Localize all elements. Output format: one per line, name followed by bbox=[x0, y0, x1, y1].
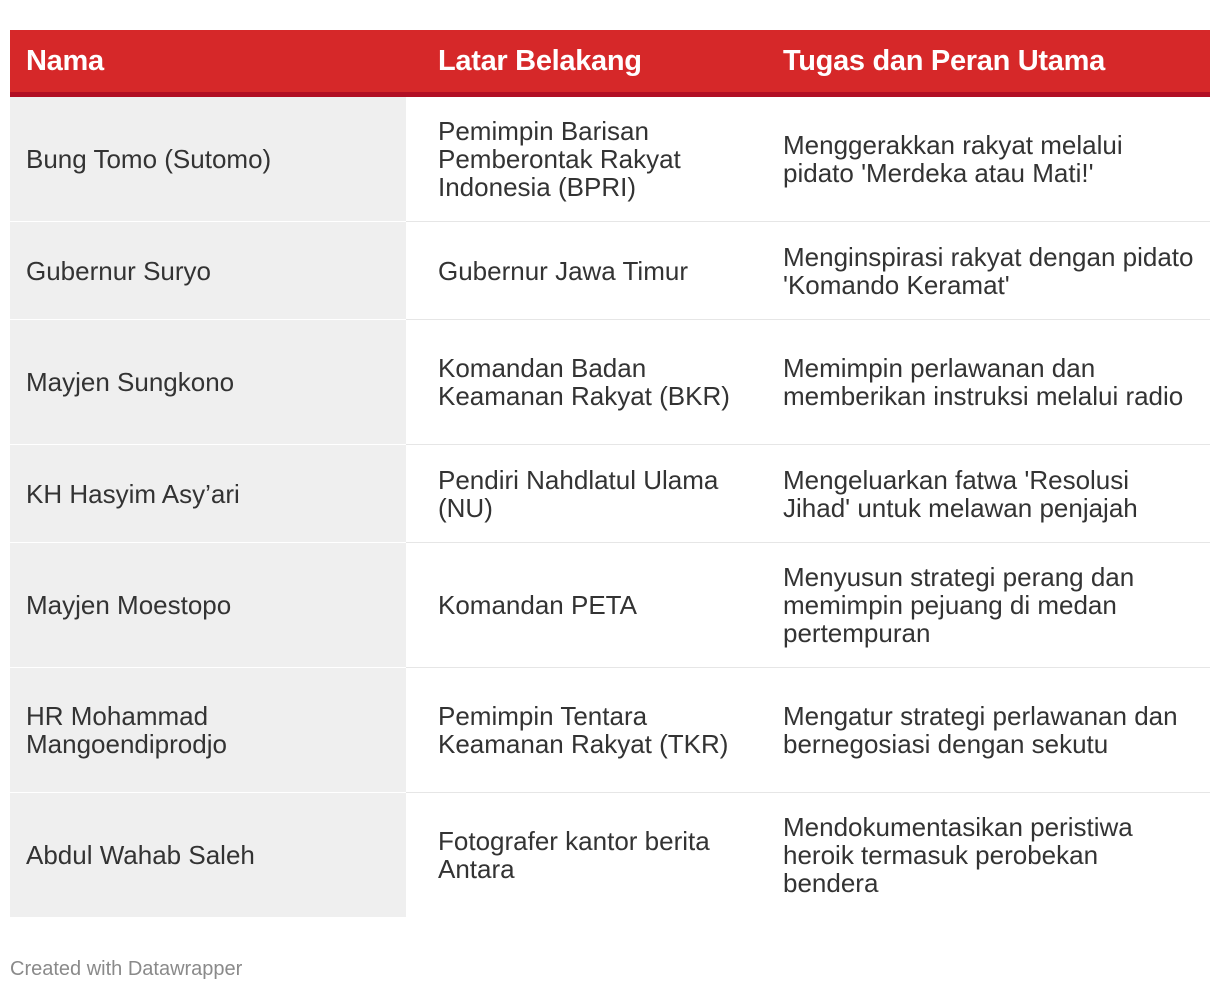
cell-name: Gubernur Suryo bbox=[10, 222, 406, 320]
cell-name: Mayjen Moestopo bbox=[10, 543, 406, 668]
table-header bbox=[10, 30, 1210, 95]
table-row bbox=[10, 793, 1210, 918]
footer-credit[interactable]: Created with Datawrapper bbox=[10, 958, 243, 980]
data-table-container bbox=[10, 30, 1210, 917]
table-row bbox=[10, 445, 1210, 543]
column-header-tugas-peran[interactable]: Tugas dan Peran Utama bbox=[751, 30, 1210, 95]
cell-name: Bung Tomo (Sutomo) bbox=[10, 95, 406, 222]
table-body bbox=[10, 95, 1210, 918]
table-row bbox=[10, 95, 1210, 222]
cell-name: HR Mohammad Mangoendiprodjo bbox=[10, 668, 406, 793]
cell-background: Komandan Badan Keamanan Rakyat (BKR) bbox=[406, 320, 751, 445]
table-row bbox=[10, 668, 1210, 793]
cell-background: Pemimpin Barisan Pemberontak Rakyat Indonesia (BPRI) bbox=[406, 95, 751, 222]
cell-background: Pendiri Nahdlatul Ulama (NU) bbox=[406, 445, 751, 543]
cell-role: Mendokumentasikan peristiwa heroik termasuk perobekan bendera bbox=[783, 812, 1133, 898]
header-row bbox=[10, 30, 1210, 95]
cell-name: Mayjen Sungkono bbox=[10, 320, 406, 445]
cell-role: Menyusun strategi perang dan memimpin pejuang di medan pertempuran bbox=[751, 543, 1210, 668]
cell-background: Fotografer kantor berita Antara bbox=[438, 826, 710, 884]
cell-name: Abdul Wahab Saleh bbox=[10, 793, 406, 918]
table-row bbox=[10, 543, 1210, 668]
column-header-nama[interactable]: Nama bbox=[10, 30, 406, 95]
cell-background: Gubernur Jawa Timur bbox=[406, 222, 751, 320]
data-table bbox=[10, 30, 1210, 917]
column-header-latar-belakang[interactable]: Latar Belakang bbox=[406, 30, 751, 95]
cell-background: Pemimpin Tentara Keamanan Rakyat (TKR) bbox=[406, 668, 751, 793]
cell-background: Komandan PETA bbox=[406, 543, 751, 668]
cell-role: Memimpin perlawanan dan memberikan instruksi melalui radio bbox=[751, 320, 1210, 445]
cell-role: Menginspirasi rakyat dengan pidato 'Komando Keramat' bbox=[751, 222, 1210, 320]
table-row bbox=[10, 320, 1210, 445]
table-row bbox=[10, 222, 1210, 320]
cell-role: Mengatur strategi perlawanan dan bernegosiasi dengan sekutu bbox=[751, 668, 1210, 793]
cell-role: Mengeluarkan fatwa 'Resolusi Jihad' untuk melawan penjajah bbox=[751, 445, 1210, 543]
cell-name: KH Hasyim Asy’ari bbox=[10, 445, 406, 543]
cell-role: Menggerakkan rakyat melalui pidato 'Merdeka atau Mati!' bbox=[751, 95, 1210, 222]
